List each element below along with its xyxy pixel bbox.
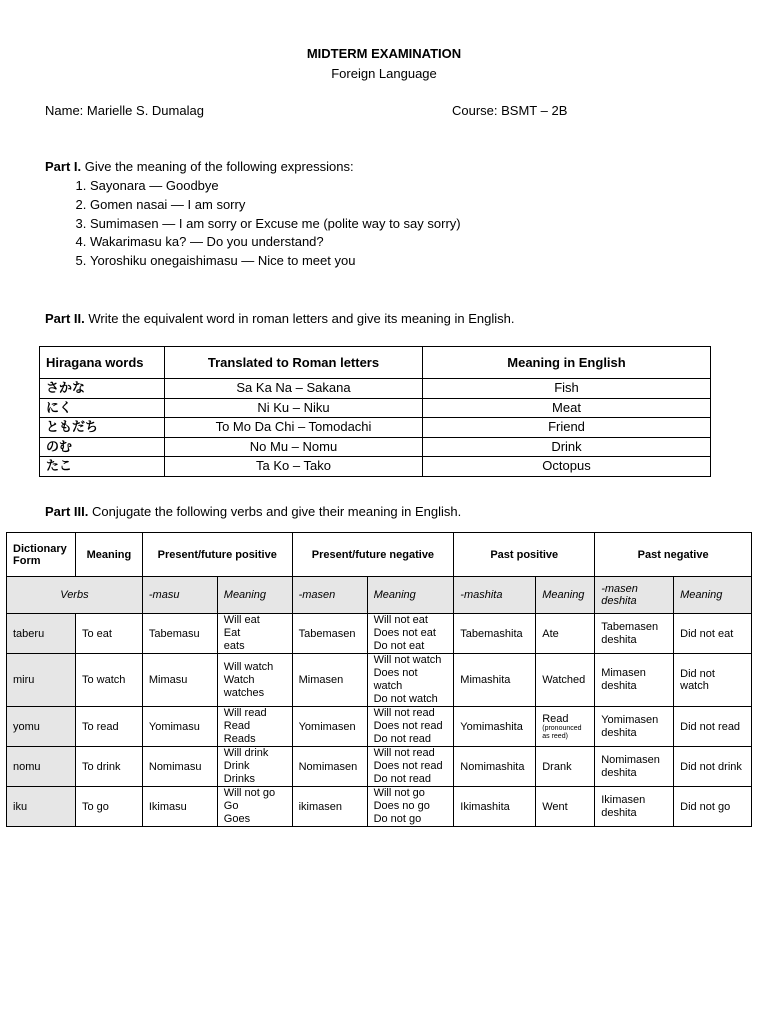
cell-line: Watch bbox=[223, 673, 255, 686]
table-row bbox=[40, 418, 711, 438]
masen-meaning-cell bbox=[367, 707, 454, 747]
meaning-cell: Octopus bbox=[423, 457, 711, 477]
cell-line: Will not watch bbox=[373, 654, 442, 666]
mashita-meaning-cell bbox=[536, 654, 595, 707]
cell-text: ikimasen bbox=[298, 800, 342, 813]
masen-deshita-meaning-cell bbox=[674, 614, 752, 654]
cell-line: Will eat bbox=[223, 614, 260, 626]
subheader-masen: -masen bbox=[292, 577, 367, 614]
header-present-negative: Present/future negative bbox=[292, 533, 454, 577]
cell-text: Tabemashita bbox=[460, 627, 523, 640]
cell-text: nomu bbox=[13, 760, 41, 773]
dictionary-form-cell bbox=[7, 614, 76, 654]
meaning-cell bbox=[75, 787, 142, 827]
cell-text: To eat bbox=[81, 627, 112, 640]
dictionary-form-cell bbox=[7, 787, 76, 827]
cell-text: Nomimasu bbox=[148, 760, 202, 773]
cell-line: Will not read bbox=[373, 747, 435, 759]
cell-line: Will drink bbox=[223, 747, 269, 759]
masen-meaning-cell bbox=[367, 747, 454, 787]
mashita-meaning-cell bbox=[536, 747, 595, 787]
masen-deshita-meaning-cell bbox=[674, 654, 752, 707]
cell-line: Will read bbox=[223, 707, 267, 719]
cell-line: Do not eat bbox=[373, 640, 425, 652]
subheader-meaning: Meaning bbox=[674, 577, 752, 614]
subheader-masu: -masu bbox=[142, 577, 217, 614]
masu-cell bbox=[142, 654, 217, 707]
masen-deshita-cell bbox=[595, 787, 674, 827]
cell-line: Will not go bbox=[223, 787, 276, 799]
masen-deshita-meaning-cell bbox=[674, 707, 752, 747]
header-past-positive: Past positive bbox=[454, 533, 595, 577]
masu-cell bbox=[142, 707, 217, 747]
roman-cell: Ta Ko – Tako bbox=[165, 457, 423, 477]
cell-line: Ikimasen deshita bbox=[601, 793, 646, 819]
part2-heading bbox=[45, 311, 514, 326]
cell-text: Read bbox=[542, 712, 569, 725]
subheader-meaning: Meaning bbox=[217, 577, 292, 614]
masen-meaning-cell bbox=[367, 614, 454, 654]
cell-line: Read bbox=[223, 720, 251, 732]
cell-text: Yomimasen bbox=[298, 720, 356, 733]
masen-deshita-meaning-cell bbox=[674, 787, 752, 827]
cell-text: Drank bbox=[542, 760, 572, 773]
part2-label: Part II. bbox=[45, 311, 85, 326]
table-subheader-row bbox=[7, 577, 752, 614]
cell-line: Will watch bbox=[223, 660, 274, 673]
cell-text: Mimasu bbox=[148, 674, 188, 686]
cell-text: Yomimashita bbox=[460, 720, 523, 733]
cell-text: Nomimashita bbox=[460, 760, 525, 773]
cell-text: To go bbox=[81, 800, 109, 813]
cell-line: Nomimasen deshita bbox=[601, 753, 660, 779]
mashita-meaning-cell bbox=[536, 787, 595, 827]
table-row bbox=[7, 747, 752, 787]
pronunciation-note: (pronounced as reed) bbox=[542, 724, 582, 740]
cell-line: Goes bbox=[223, 813, 251, 825]
part1-label: Part I. bbox=[45, 159, 82, 174]
exam-subtitle: Foreign Language bbox=[331, 66, 437, 81]
cell-text: Did not go bbox=[680, 800, 731, 813]
mashita-meaning-cell bbox=[536, 614, 595, 654]
mashita-cell bbox=[454, 614, 536, 654]
cell-line: Will not read bbox=[373, 707, 435, 719]
cell-line: Drinks bbox=[223, 773, 255, 785]
meaning-cell bbox=[75, 707, 142, 747]
hiragana-cell: ともだち bbox=[40, 418, 165, 438]
list-item: 3. Sumimasen — I am sorry or Excuse me (polite way to say sorry) bbox=[90, 215, 461, 234]
masu-meaning-cell bbox=[217, 614, 292, 654]
table-row bbox=[40, 379, 711, 399]
cell-text: taberu bbox=[13, 627, 45, 640]
student-name: Name: Marielle S. Dumalag bbox=[45, 103, 204, 118]
masen-deshita-cell bbox=[595, 747, 674, 787]
mashita-cell bbox=[454, 654, 536, 707]
cell-text: Mimashita bbox=[460, 674, 511, 686]
meaning-cell: Drink bbox=[423, 437, 711, 457]
cell-line: Do not read bbox=[373, 773, 432, 785]
cell-text: To watch bbox=[81, 674, 126, 686]
part1-instruction: Give the meaning of the following expressions: bbox=[81, 159, 354, 174]
dictionary-form-cell bbox=[7, 654, 76, 707]
cell-line: Reads bbox=[223, 733, 256, 745]
header-meaning: Meaning in English bbox=[423, 347, 711, 379]
list-item: 4. Wakarimasu ka? — Do you understand? bbox=[90, 233, 461, 252]
header-roman: Translated to Roman letters bbox=[165, 347, 423, 379]
cell-line: watches bbox=[223, 686, 265, 699]
cell-text: Ate bbox=[542, 627, 559, 640]
cell-text: Mimasen bbox=[298, 674, 344, 686]
hiragana-cell: たこ bbox=[40, 457, 165, 477]
cell-line: eats bbox=[223, 640, 245, 652]
hiragana-cell: にく bbox=[40, 398, 165, 418]
meaning-cell: Friend bbox=[423, 418, 711, 438]
roman-cell: No Mu – Nomu bbox=[165, 437, 423, 457]
table-row bbox=[7, 707, 752, 747]
roman-cell: Ni Ku – Niku bbox=[165, 398, 423, 418]
cell-text: Nomimasen bbox=[298, 760, 358, 773]
table-header-row bbox=[7, 533, 752, 577]
cell-line: Eat bbox=[223, 627, 241, 639]
masen-deshita-cell bbox=[595, 654, 674, 707]
masen-deshita-cell bbox=[595, 614, 674, 654]
mashita-cell bbox=[454, 787, 536, 827]
part3-instruction: Conjugate the following verbs and give their meaning in English. bbox=[88, 504, 462, 519]
header-dictionary-form: Dictionary Form bbox=[7, 533, 76, 577]
header-present-positive: Present/future positive bbox=[142, 533, 292, 577]
masen-cell bbox=[292, 747, 367, 787]
header-past-negative: Past negative bbox=[595, 533, 752, 577]
cell-line: Does not read bbox=[373, 720, 443, 732]
cell-text: To drink bbox=[81, 760, 121, 773]
masu-meaning-cell bbox=[217, 654, 292, 707]
masu-cell bbox=[142, 787, 217, 827]
roman-cell: To Mo Da Chi – Tomodachi bbox=[165, 418, 423, 438]
cell-line: Will not eat bbox=[373, 614, 428, 626]
mashita-cell bbox=[454, 707, 536, 747]
table-row bbox=[40, 457, 711, 477]
list-item: 2. Gomen nasai — I am sorry bbox=[90, 196, 461, 215]
table-row bbox=[7, 614, 752, 654]
exam-title: MIDTERM EXAMINATION bbox=[306, 46, 462, 61]
cell-text: Yomimasu bbox=[148, 720, 200, 733]
student-course: Course: BSMT – 2B bbox=[452, 103, 568, 118]
subheader-verbs: Verbs bbox=[7, 577, 143, 614]
masen-cell bbox=[292, 787, 367, 827]
meaning-cell: Meat bbox=[423, 398, 711, 418]
dictionary-form-cell bbox=[7, 707, 76, 747]
cell-text: To read bbox=[81, 720, 119, 733]
cell-line: Will not go bbox=[373, 787, 425, 799]
masen-cell bbox=[292, 707, 367, 747]
hiragana-cell: さかな bbox=[40, 379, 165, 399]
subheader-masen-deshita: -masen deshita bbox=[595, 577, 674, 614]
table-row bbox=[7, 654, 752, 707]
part3-label: Part III. bbox=[45, 504, 89, 519]
hiragana-cell: のむ bbox=[40, 437, 165, 457]
conjugation-table bbox=[6, 532, 752, 827]
subheader-meaning: Meaning bbox=[536, 577, 595, 614]
cell-line: Do not read bbox=[373, 733, 432, 745]
masu-meaning-cell bbox=[217, 747, 292, 787]
masen-cell bbox=[292, 654, 367, 707]
meaning-cell bbox=[75, 747, 142, 787]
cell-line: Does not watch bbox=[373, 667, 418, 692]
cell-line: Do not watch bbox=[373, 693, 438, 705]
cell-text: Ikimashita bbox=[460, 800, 510, 813]
cell-text: Ikimasu bbox=[148, 800, 187, 813]
part1-heading bbox=[45, 159, 354, 174]
cell-text: Did not read bbox=[680, 720, 741, 733]
dictionary-form-cell bbox=[7, 747, 76, 787]
cell-text: Did not drink bbox=[680, 760, 742, 773]
roman-cell: Sa Ka Na – Sakana bbox=[165, 379, 423, 399]
mashita-cell bbox=[454, 747, 536, 787]
masen-meaning-cell bbox=[367, 787, 454, 827]
masen-deshita-meaning-cell bbox=[674, 747, 752, 787]
list-item: 5. Yoroshiku onegaishimasu — Nice to meet you bbox=[90, 252, 461, 271]
cell-text: Tabemasen bbox=[298, 627, 356, 640]
part3-heading bbox=[45, 504, 461, 519]
masu-meaning-cell bbox=[217, 707, 292, 747]
cell-line: Do not go bbox=[373, 813, 422, 825]
hiragana-table bbox=[39, 346, 711, 477]
header-meaning: Meaning bbox=[75, 533, 142, 577]
cell-line: Does no go bbox=[373, 800, 430, 812]
cell-line: Yomimasen deshita bbox=[601, 713, 659, 739]
cell-line: Does not eat bbox=[373, 627, 436, 639]
part1-list bbox=[45, 177, 461, 271]
cell-line: Go bbox=[223, 800, 239, 812]
list-item: 1. Sayonara — Goodbye bbox=[90, 177, 461, 196]
cell-text: Watched bbox=[542, 674, 586, 686]
masu-cell bbox=[142, 747, 217, 787]
masen-meaning-cell bbox=[367, 654, 454, 707]
cell-text: Went bbox=[542, 800, 568, 813]
table-header-row bbox=[40, 347, 711, 379]
meaning-cell bbox=[75, 614, 142, 654]
masen-cell bbox=[292, 614, 367, 654]
meaning-cell: Fish bbox=[423, 379, 711, 399]
subheader-mashita: -mashita bbox=[454, 577, 536, 614]
cell-line: Drink bbox=[223, 760, 250, 772]
masu-cell bbox=[142, 614, 217, 654]
table-row bbox=[40, 398, 711, 418]
cell-text: Did not watch bbox=[680, 668, 715, 692]
table-row bbox=[7, 787, 752, 827]
cell-line: Tabemasen deshita bbox=[601, 620, 659, 646]
meaning-cell bbox=[75, 654, 142, 707]
cell-text: iku bbox=[13, 800, 28, 813]
mashita-meaning-cell bbox=[536, 707, 595, 747]
cell-text: miru bbox=[13, 674, 35, 686]
cell-line: Mimasen deshita bbox=[601, 667, 646, 692]
header-hiragana: Hiragana words bbox=[40, 347, 165, 379]
cell-text: Did not eat bbox=[680, 627, 734, 640]
cell-text: yomu bbox=[13, 720, 40, 733]
cell-line: Does not read bbox=[373, 760, 443, 772]
masu-meaning-cell bbox=[217, 787, 292, 827]
cell-text: Tabemasu bbox=[148, 627, 200, 640]
table-row bbox=[40, 437, 711, 457]
part2-instruction: Write the equivalent word in roman letters and give its meaning in English. bbox=[84, 311, 515, 326]
masen-deshita-cell bbox=[595, 707, 674, 747]
subheader-meaning: Meaning bbox=[367, 577, 454, 614]
